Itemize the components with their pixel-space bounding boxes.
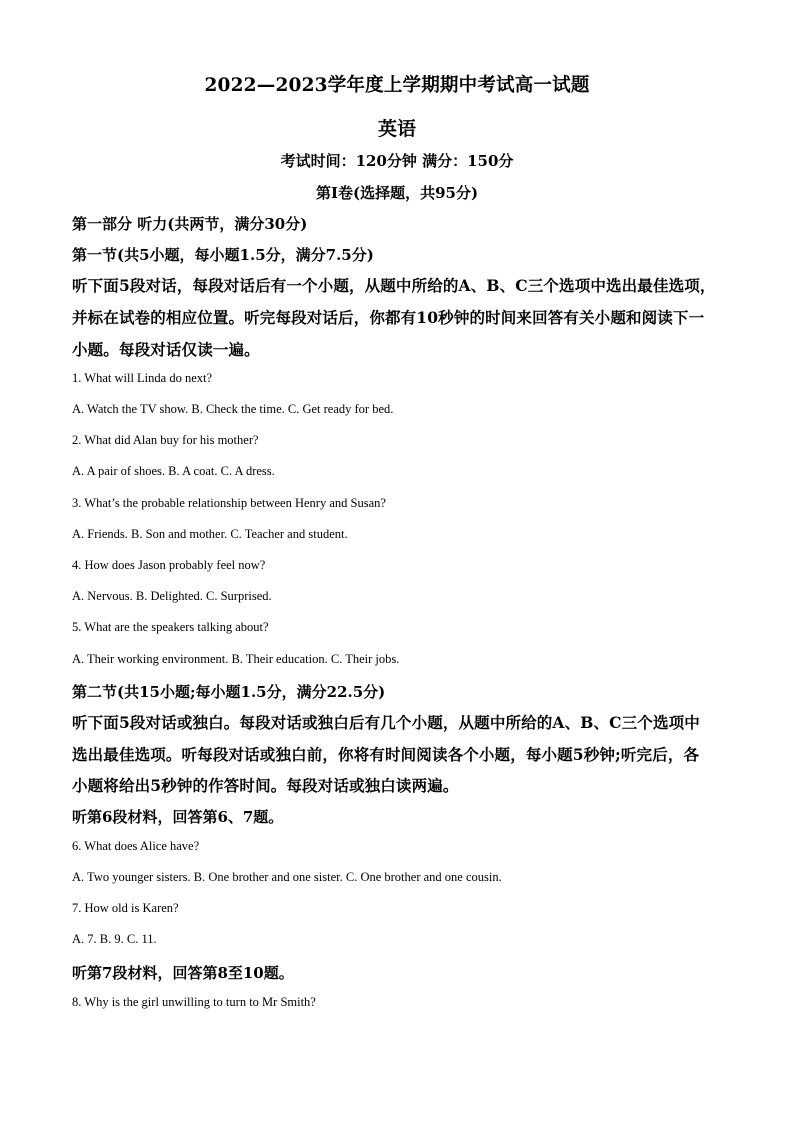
question-7-stem: 7. How old is Karen?	[72, 901, 179, 915]
question-1-stem: 1. What will Linda do next?	[72, 371, 213, 385]
section2-instruction-line: 选出最佳选项。听每段对话或独白前，你将有时间阅读各个小题，每小题5秒钟;听完后，各	[72, 745, 700, 764]
question-3-options: A. Friends. B. Son and mother. C. Teacher and student.	[72, 527, 348, 541]
section2-heading: 第二节(共15小题;每小题1.5分，满分22.5分)	[72, 683, 386, 701]
question-6-stem: 6. What does Alice have?	[72, 839, 200, 853]
question-2-options: A. A pair of shoes. B. A coat. C. A dress.	[72, 464, 275, 478]
subject-title: 英语	[377, 118, 416, 140]
question-1-options: A. Watch the TV show. B. Check the time. C. Get ready for bed.	[72, 402, 394, 416]
question-2-stem: 2. What did Alan buy for his mother?	[72, 433, 259, 447]
section2-instruction-line: 听下面5段对话或独白。每段对话或独白后有几个小题，从题中所给的A、B、C三个选项中	[72, 713, 700, 732]
part1-heading: 第一部分 听力(共两节，满分30分)	[72, 215, 308, 233]
section1-heading: 第一节(共5小题，每小题1.5分，满分7.5分)	[72, 246, 374, 264]
question-6-options: A. Two younger sisters. B. One brother and one sister. C. One brother and one cousin.	[72, 870, 502, 884]
exam-title: 2022—2023学年度上学期期中考试高一试题	[204, 75, 590, 96]
section2-instruction-line: 小题将给出5秒钟的作答时间。每段对话或独白读两遍。	[72, 776, 459, 795]
material-6-heading: 听第6段材料，回答第6、7题。	[72, 808, 284, 826]
section1-instruction-line: 小题。每段对话仅读一遍。	[72, 340, 260, 359]
question-4-options: A. Nervous. B. Delighted. C. Surprised.	[72, 589, 272, 603]
question-5-options: A. Their working environment. B. Their education. C. Their jobs.	[72, 652, 400, 666]
exam-info: 考试时间：120分钟 满分：150分	[280, 152, 514, 170]
section1-instruction-line: 听下面5段对话，每段对话后有一个小题，从题中所给的A、B、C三个选项中选出最佳选项，	[72, 276, 716, 295]
volume-title: 第Ⅰ卷(选择题，共95分)	[315, 184, 479, 202]
material-7-heading: 听第7段材料，回答第8至10题。	[72, 964, 294, 982]
question-5-stem: 5. What are the speakers talking about?	[72, 620, 269, 634]
section1-instruction-line: 并标在试卷的相应位置。听完每段对话后，你都有10秒钟的时间来回答有关小题和阅读下一	[72, 308, 705, 327]
question-7-options: A. 7. B. 9. C. 11.	[72, 932, 157, 946]
question-8-stem: 8. Why is the girl unwilling to turn to Mr Smith?	[72, 995, 316, 1009]
question-4-stem: 4. How does Jason probably feel now?	[72, 558, 266, 572]
question-3-stem: 3. What’s the probable relationship between Henry and Susan?	[72, 496, 386, 510]
